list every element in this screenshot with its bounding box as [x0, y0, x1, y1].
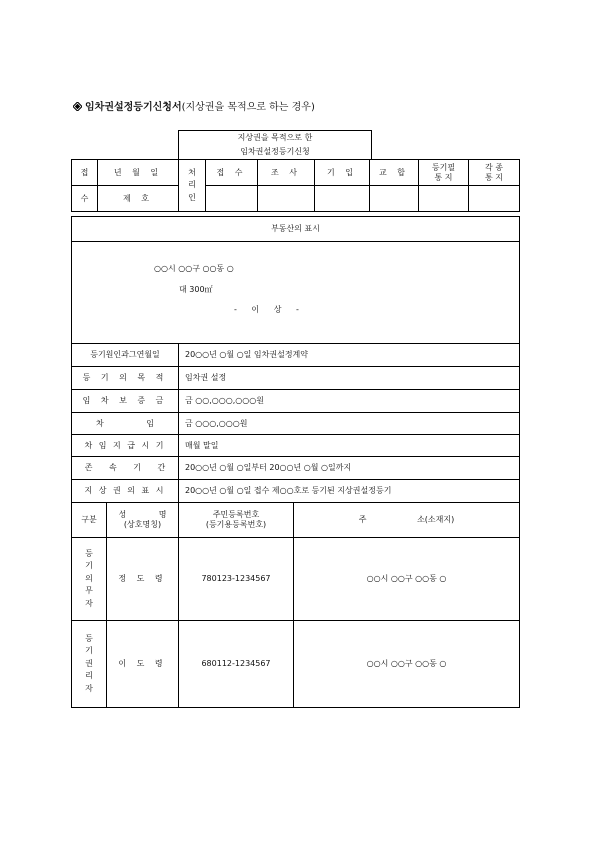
row-value-deposit[interactable]: 금 ○○,○○○,○○○원: [179, 390, 520, 413]
property-header: 부동산의 표시: [72, 217, 520, 242]
col-registration-notice: 등기필 통 지: [419, 160, 469, 186]
party-header-id: 주민등록번호 (등기용등록번호): [179, 503, 294, 538]
row-label-deposit: 임 차 보 증 금: [72, 390, 179, 413]
row-label-rent: 차 임: [72, 413, 179, 435]
col-giip: 기 입: [315, 160, 370, 186]
cheori-label: 처 리 인: [179, 160, 206, 212]
ymd-label: 년 월 일: [98, 160, 179, 186]
party-header-name: 성 명 (상호명칭): [107, 503, 179, 538]
col-various-notice: 각 종 통 지: [469, 160, 520, 186]
party-name-obligor[interactable]: 정 도 령: [107, 538, 179, 621]
row-value-superficies[interactable]: 20○○년 ○월 ○일 접수 제○○호로 등기된 지상권설정등기: [179, 480, 520, 503]
party-address-obligee[interactable]: ○○시 ○○구 ○○동 ○: [294, 621, 520, 708]
party-id-obligee[interactable]: 680112-1234567: [179, 621, 294, 708]
col-gyohap: 교 합: [370, 160, 419, 186]
cell-various-notice[interactable]: [469, 186, 520, 212]
party-header-address: 주 소(소재지): [294, 503, 520, 538]
party-name-obligee[interactable]: 이 도 령: [107, 621, 179, 708]
box-line-2: 임차권설정등기신청: [240, 147, 310, 156]
document-title: [73, 98, 315, 113]
property-end-mark: - 이 상 -: [234, 305, 299, 314]
main-table: [71, 216, 520, 708]
jeop-label: 접: [72, 160, 98, 186]
row-label-purpose: 등 기 의 목 적: [72, 367, 179, 390]
row-label-superficies: 지 상 권 의 표 시: [72, 480, 179, 503]
col-josa: 조 사: [258, 160, 315, 186]
application-type-box: [178, 130, 372, 159]
cell-gyohap[interactable]: [370, 186, 419, 212]
row-label-duration: 존 속 기 간: [72, 457, 179, 480]
cell-josa[interactable]: [258, 186, 315, 212]
property-area: 대 300㎡: [179, 285, 213, 294]
row-value-cause[interactable]: 20○○년 ○월 ○일 임차권설정계약: [179, 344, 520, 367]
row-value-payment-time[interactable]: 매월 말일: [179, 435, 520, 457]
party-id-obligor[interactable]: 780123-1234567: [179, 538, 294, 621]
row-label-cause: 등기원인과그연월일: [72, 344, 179, 367]
box-line-1: 지상권을 목적으로 한: [237, 133, 313, 143]
cell-jeopsu[interactable]: [206, 186, 258, 212]
row-value-purpose[interactable]: 임차권 설정: [179, 367, 520, 390]
col-jeopsu: 접 수: [206, 160, 258, 186]
row-label-payment-time: 차 임 지 급 시 기: [72, 435, 179, 457]
party-role-obligee: 등 기 권 리 자: [72, 621, 107, 708]
title-main: 임차권설정등기신청서: [85, 102, 182, 113]
su-label: 수: [72, 186, 98, 212]
receipt-table: [71, 159, 520, 212]
je-ho-label: 제 호: [98, 186, 179, 212]
property-address: ○○시 ○○구 ○○동 ○: [154, 264, 234, 273]
diamond-bullet-icon: [73, 102, 82, 111]
cell-registration-notice[interactable]: [419, 186, 469, 212]
row-value-rent[interactable]: 금 ○○○,○○○원: [179, 413, 520, 435]
property-description: [72, 242, 520, 344]
party-role-obligor: 등 기 의 무 자: [72, 538, 107, 621]
party-header-gubun: 구분: [72, 503, 107, 538]
cell-giip[interactable]: [315, 186, 370, 212]
party-address-obligor[interactable]: ○○시 ○○구 ○○동 ○: [294, 538, 520, 621]
title-sub: (지상권을 목적으로 하는 경우): [181, 102, 315, 113]
row-value-duration[interactable]: 20○○년 ○월 ○일부터 20○○년 ○월 ○일까지: [179, 457, 520, 480]
